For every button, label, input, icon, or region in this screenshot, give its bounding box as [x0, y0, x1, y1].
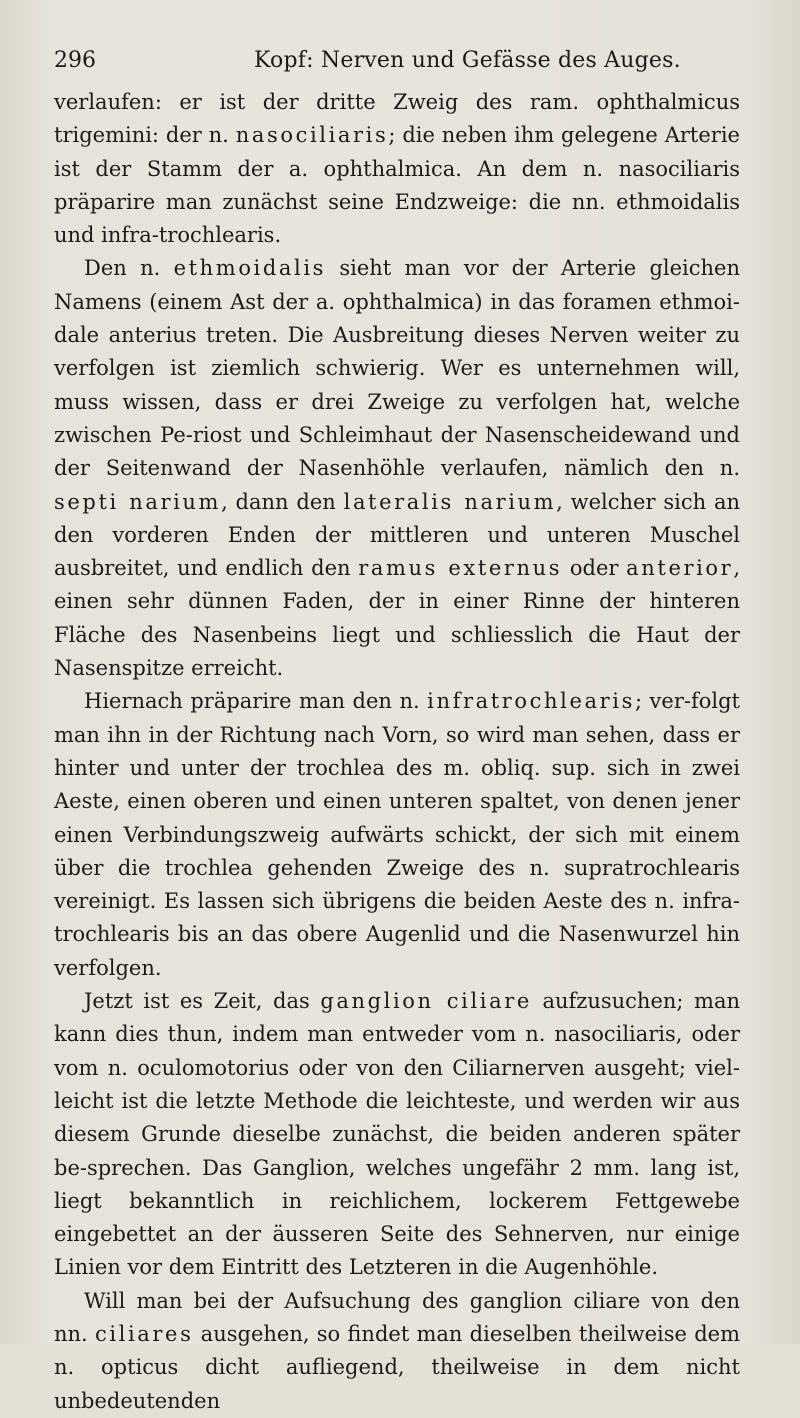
text-run: Hiernach präparire man den n.: [84, 689, 428, 714]
text-run: verlaufen: er ist der dritte Zweig des ram. ophthalmicus trigemini: der n.: [54, 90, 740, 148]
paragraph: [54, 985, 740, 1285]
running-title: Kopf: Nerven und Gefässe des Auges.: [254, 48, 681, 73]
spaced-term: anterior: [626, 556, 734, 581]
spaced-term: nasociliaris: [235, 123, 389, 148]
text-run: sieht man vor der Arterie gleichen Namens (einem Ast der a. ophthalmica) in das foramen ethmoi-dale anterius treten. Die Ausbreitung dieses Nerven weiter zu verfolgen ist ziemlich schwierig. Wer es unternehmen will, muss wissen, dass er drei Zweige zu verfolgen hat, welche zwischen Pe-riost und Schleimhaut der Nasenscheidewand und der Seitenwand der Nasenhöhle verlaufen, nämlich den n.: [54, 256, 740, 481]
spaced-term: ciliares: [94, 1321, 194, 1346]
text-run: Will man bei der Aufsuchung des ganglion ciliare von den nn.: [54, 1288, 740, 1346]
body-text: [54, 86, 740, 1418]
text-run: ; die neben ihm gelegene Arterie ist der Stamm der a. ophthalmica. An dem n. nasociliaris präparire man zunächst seine Endzweige: die nn. ethmoidalis und infra-trochlearis.: [54, 123, 740, 248]
spaced-term: ramus externus: [358, 556, 563, 581]
text-run: ausgehen, so findet man dieselben theilweise dem n. opticus dicht aufliegend, theilweise in dem nicht unbedeutenden: [54, 1321, 740, 1413]
text-run: , einen sehr dünnen Faden, der in einer Rinne der hinteren Fläche des Nasenbeins liegt und schliesslich die Haut der Nasenspitze erreicht.: [54, 556, 740, 681]
text-run: aufzusuchen; man kann dies thun, indem man entweder vom n. nasociliaris, oder vom n. oculomotorius oder von den Ciliarnerven ausgeht; viel-leicht ist die letzte Methode die leichteste, und werden wir aus diesem Grunde dieselbe zunächst, die beiden anderen später be-sprechen. Das Ganglion, welches ungefähr 2 mm. lang ist, liegt bekanntlich in reichlichem, lockerem Fettgewebe eingebettet an der äusseren Seite des Sehnerven, nur einige Linien vor dem Eintritt des Letzteren in die Augenhöhle.: [54, 989, 741, 1280]
text-run: ; ver-folgt man ihn in der Richtung nach Vorn, so wird man sehen, dass er hinter und unter der trochlea des m. obliq. sup. sich in zwei Aeste, einen oberen und einen unteren spaltet, von denen jener einen Verbindungszweig aufwärts schickt, der sich mit einem über die trochlea gehenden Zweige des n. supratrochlearis vereinigt. Es lassen sich übrigens die beiden Aeste des n. infra-trochlearis bis an das obere Augenlid und die Nasenwurzel hin verfolgen.: [54, 689, 740, 980]
text-run: Den n.: [84, 256, 174, 281]
text-run: oder: [562, 556, 627, 581]
spaced-term: infratrochlearis: [427, 689, 635, 714]
page-number: 296: [54, 48, 96, 73]
paragraph: [54, 1285, 740, 1418]
text-run: Jetzt ist es Zeit, das: [84, 989, 321, 1014]
paragraph: [54, 252, 740, 685]
text-run: , welcher sich an den vorderen Enden der mittleren und unteren Muschel ausbreitet, und endlich den: [54, 489, 740, 581]
spaced-term: lateralis narium: [343, 489, 557, 514]
paragraph: [54, 86, 740, 252]
spaced-term: ethmoidalis: [173, 256, 327, 281]
spaced-term: septi narium: [54, 489, 222, 514]
text-run: , dann den: [221, 489, 344, 514]
spaced-term: ganglion ciliare: [320, 989, 532, 1014]
paragraph: [54, 685, 740, 985]
running-head: [54, 46, 740, 76]
